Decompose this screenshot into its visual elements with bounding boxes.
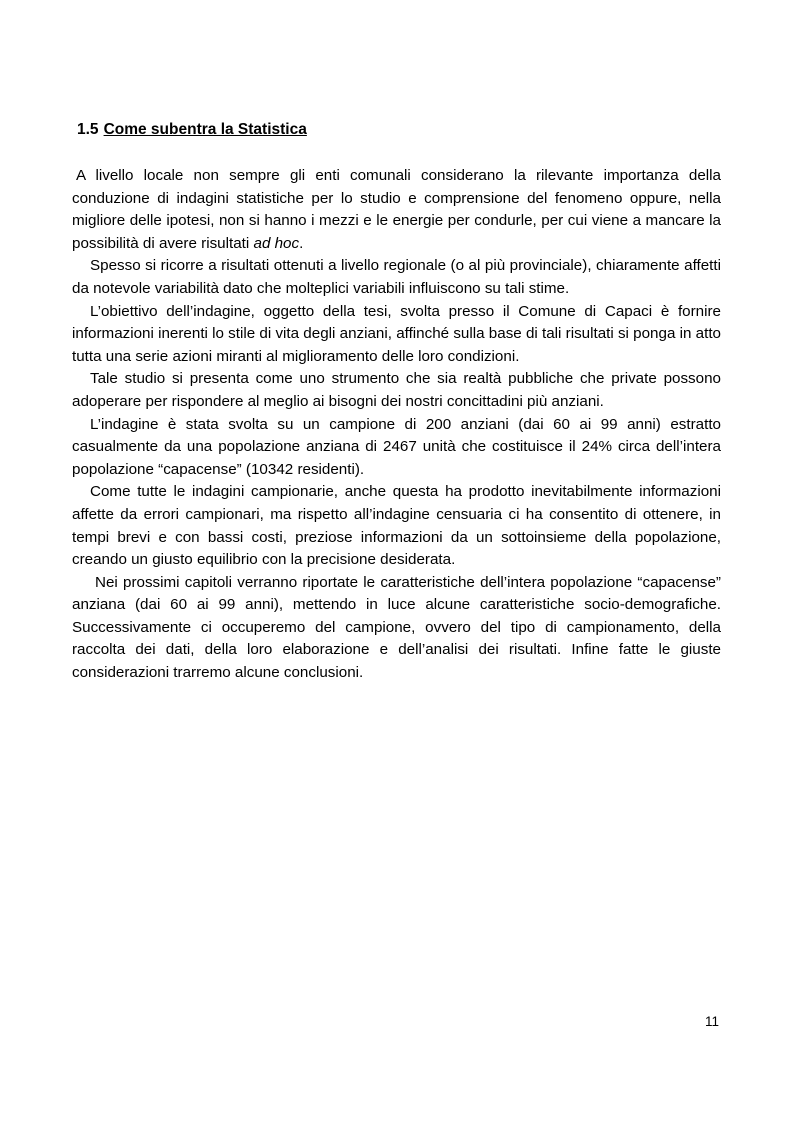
paragraph-2: Spesso si ricorre a risultati ottenuti a livello regionale (o al più provinciale), chiaramente affetti da notevole variabilità dato che molteplici variabili influiscono su tali stime. [72, 257, 721, 297]
paragraph-1-end: . [299, 234, 304, 252]
paragraph-5: L’indagine è stata svolta su un campione di 200 anziani (dai 60 ai 99 anni) estratto casualmente da una popolazione anziana di 2467 unità che costituisce il 24% circa dell’intera popolazione “capacense” (10342 residenti). [72, 415, 721, 478]
section-number: 1.5 [77, 121, 99, 138]
paragraph-1-text: A livello locale non sempre gli enti comunali considerano la rilevante importanza della conduzione di indagini statistiche per lo studio e comprensione del fenomeno oppure, nella migliore delle ipotesi, non si hanno i mezzi e le energie per condurle, per cui viene a mancare la possibilità di avere risultati [72, 167, 721, 252]
section-heading [77, 121, 307, 139]
paragraph-1-emphasis: ad hoc [253, 234, 300, 252]
body-text [72, 165, 721, 685]
page-number: 11 [705, 1014, 720, 1029]
section-title: Come subentra la Statistica [103, 121, 307, 138]
paragraph-6: Come tutte le indagini campionarie, anche questa ha prodotto inevitabilmente informazioni affette da errori campionari, ma rispetto all’indagine censuaria ci ha consentito di ottenere, in tempi brevi e con bassi costi, preziose informazioni da un sottoinsieme della popolazione, creando un giusto equilibrio con la precisione desiderata. [72, 483, 721, 569]
paragraph-4: Tale studio si presenta come uno strumento che sia realtà pubbliche che private possono adoperare per rispondere al meglio ai bisogni dei nostri concittadini più anziani. [72, 370, 721, 410]
paragraph-7: Nei prossimi capitoli verranno riportate le caratteristiche dell’intera popolazione “capacense” anziana (dai 60 ai 99 anni), mettendo in luce alcune caratteristiche socio-demografiche. Successivamente ci occuperemo del campione, ovvero del tipo di campionamento, della raccolta dei dati, della loro elaborazione e dell’analisi dei risultati. Infine fatte le giuste considerazioni trarremo alcune conclusioni. [72, 573, 721, 682]
paragraph-3: L’obiettivo dell’indagine, oggetto della tesi, svolta presso il Comune di Capaci è fornire informazioni inerenti lo stile di vita degli anziani, affinché sulla base di tali risultati si ponga in atto tutta una serie azioni miranti al miglioramento delle loro condizioni. [72, 302, 721, 365]
paragraph-1 [72, 165, 721, 255]
